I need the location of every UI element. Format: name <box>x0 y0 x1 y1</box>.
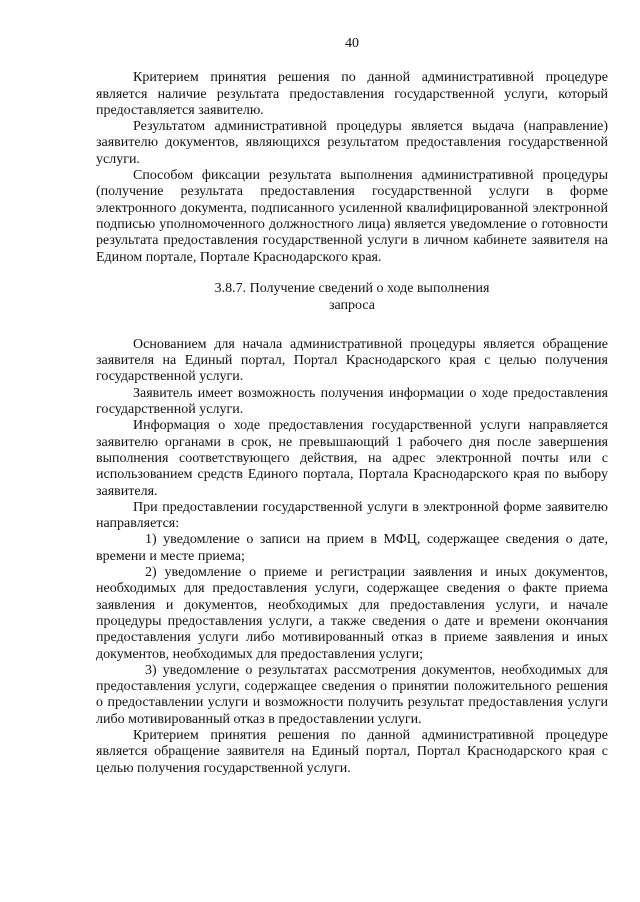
paragraph-final-criterion: Критерием принятия решения по данной административной процедуре является обращение заявителя на Единый портал, Портал Краснодарского края с целью получения государственной услуги. <box>96 727 608 776</box>
list-item-2: 2) уведомление о приеме и регистрации заявления и иных документов, необходимых для предоставления услуги, содержащее сведения о факте приема заявления и документов, необходимых для предоставления услуги, и начале процедуры предоставления услуги, а также сведения о дате и времени окончания предоставления услуги либо мотивированный отказ в приеме заявления и иных документов, необходимых для предоставления услуги; <box>96 565 608 662</box>
paragraph-applicant-ability: Заявитель имеет возможность получения информации о ходе предоставления государственной услуги. <box>96 385 608 418</box>
paragraph-electronic-notifications: При предоставлении государственной услуги в электронной форме заявителю направляется: <box>96 499 608 532</box>
document-page <box>96 36 608 777</box>
paragraph-procedure-basis: Основанием для начала административной процедуры является обращение заявителя на Единый портал, Портал Краснодарского края с целью получения государственной услуги. <box>96 336 608 385</box>
page-number: 40 <box>345 36 359 51</box>
paragraph-result-recording: Способом фиксации результата выполнения административной процедуры (получение результата предоставления государственной услуги в форме электронного документа, подписанного усиленной квалифицированной электронной подписью уполномоченного должностного лица) является уведомление о готовности результата предоставления государственной услуги в личном кабинете заявителя на Едином портале, Портале Краснодарского края. <box>96 168 608 265</box>
list-item-3: 3) уведомление о результатах рассмотрения документов, необходимых для предоставления услуги, содержащее сведения о принятии положительного решения о предоставлении услуги и возможности получить результат предоставления услуги либо мотивированный отказ в предоставлении услуги. <box>96 662 608 727</box>
section-heading-line-1: 3.8.7. Получение сведений о ходе выполнения <box>214 280 490 296</box>
paragraph-procedure-result: Результатом административной процедуры является выдача (направление) заявителю документов, являющихся результатом предоставления государственной услуги. <box>96 119 608 167</box>
section-heading-line-2: запроса <box>329 297 375 313</box>
paragraph-decision-criterion: Критерием принятия решения по данной административной процедуре является наличие результата предоставления государственной услуги, который предоставляется заявителю. <box>96 70 608 118</box>
list-item-1: 1) уведомление о записи на прием в МФЦ, содержащее сведения о дате, времени и месте приема; <box>96 532 608 564</box>
section-heading <box>96 280 608 314</box>
paragraph-information-delivery: Информация о ходе предоставления государственной услуги направляется заявителю органами в срок, не превышающий 1 рабочего дня после завершения выполнения соответствующего действия, на адрес электронной почты или с использованием средств Единого портала, Портала Краснодарского края по выбору заявителя. <box>96 418 608 499</box>
